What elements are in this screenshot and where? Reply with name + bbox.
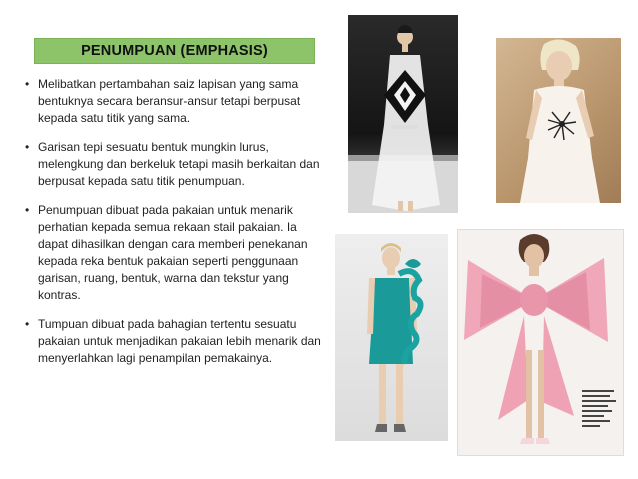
- teal-dress-photo: [335, 234, 448, 441]
- slide-title-text: PENUMPUAN (EMPHASIS): [81, 43, 268, 59]
- bullet-text: Tumpuan dibuat pada bahagian tertentu sesuatu pakaian untuk menjadikan pakaian lebih menarik dan menyerlahkan lagi penampilan pemakainya.: [38, 317, 321, 365]
- bullet-item: [25, 139, 330, 190]
- pink-bow-dress-photo: [458, 230, 623, 455]
- bullet-item: [25, 76, 330, 127]
- bullet-item: [25, 202, 330, 304]
- runway-dress-photo: [348, 15, 458, 213]
- bullet-list: [25, 76, 330, 379]
- bullet-dot: •: [25, 317, 30, 331]
- white-gown-photo: [496, 38, 621, 203]
- bullet-dot: •: [25, 140, 30, 154]
- bullet-dot: •: [25, 203, 30, 217]
- bullet-item: [25, 316, 330, 367]
- bullet-text: Garisan tepi sesuatu bentuk mungkin lurus, melengkung dan berkeluk tetapi masih berkaitan dan berpusat kepada satu titik penumpuan.: [38, 140, 320, 188]
- bullet-dot: •: [25, 77, 30, 91]
- bullet-text: Penumpuan dibuat pada pakaian untuk menarik perhatian kepada semua rekaan stail pakaian. Ia dapat dihasilkan dengan cara memberi penekanan kepada reka bentuk pakaian seperti penggunaan garisan, ruang, bentuk, warna dan tekstur yang kontras.: [38, 203, 308, 302]
- slide-title: [34, 38, 315, 64]
- bullet-text: Melibatkan pertambahan saiz lapisan yang sama bentuknya secara beransur-ansur tetapi berpusat kepada satu titik yang sama.: [38, 77, 301, 125]
